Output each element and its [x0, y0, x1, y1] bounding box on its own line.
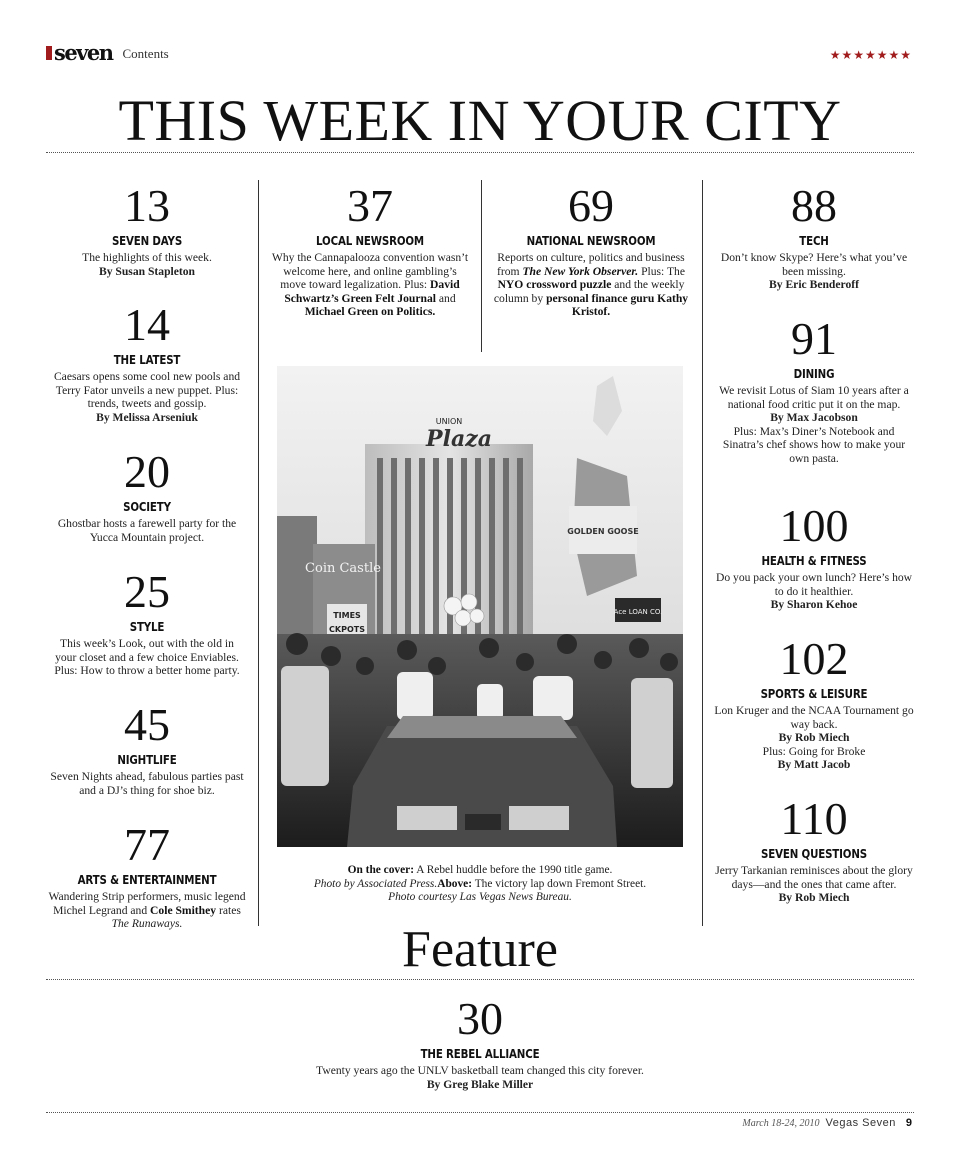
description-bold: David Schwartz’s Green Felt Journal — [284, 278, 460, 305]
marquee-line-2: CKPOTS — [329, 625, 365, 634]
page-number: 25 — [124, 566, 170, 617]
page-number: 13 — [124, 180, 170, 231]
toc-entry-sports-leisure[interactable] — [714, 633, 914, 772]
brand-bar — [46, 46, 52, 60]
toc-entry-national-newsroom[interactable] — [490, 180, 692, 319]
section-title: THE REBEL ALLIANCE — [420, 1046, 540, 1061]
section-title: SEVEN QUESTIONS — [761, 846, 867, 861]
byline: By Greg Blake Miller — [426, 1077, 534, 1091]
description-text: Do you pack your own lunch? Here’s how to do it healthier. — [715, 571, 913, 598]
footer-divider — [46, 1112, 914, 1113]
page-number: 77 — [124, 819, 170, 870]
toc-entry-society[interactable] — [48, 446, 246, 544]
toc-entry-nightlife[interactable] — [48, 699, 246, 797]
car-windshield — [387, 716, 577, 738]
toc-entry-the-latest[interactable] — [48, 299, 246, 424]
section-title: SEVEN DAYS — [111, 233, 183, 248]
column-divider-right — [702, 180, 703, 926]
toc-entry-style[interactable] — [48, 566, 246, 678]
car-grille — [465, 814, 501, 830]
star-rating-decoration: ★★★★★★★ — [829, 48, 912, 62]
description-plus: Plus: The — [641, 264, 685, 278]
brand-header — [46, 42, 169, 64]
caption-text: A Rebel huddle before the 1990 title game. — [416, 864, 613, 876]
description-text: Twenty years ago the UNLV basketball team changed this city forever. — [316, 1064, 644, 1077]
toc-entry-health-fitness[interactable] — [714, 500, 914, 612]
photo-illustration — [277, 366, 683, 847]
description-text: Don’t know Skype? Here’s what you’ve been missing. — [720, 251, 908, 278]
section-title: SPORTS & LEISURE — [760, 686, 868, 701]
marquee-line-1: TIMES — [333, 611, 361, 620]
description-and: and — [438, 291, 456, 305]
byline: By Rob Miech — [778, 731, 850, 744]
section-title: THE LATEST — [113, 352, 181, 367]
description-italic: The Runaways. — [111, 917, 183, 930]
page-title: THIS WEEK IN YOUR CITY — [118, 88, 842, 153]
description-bold: NYO crossword puzzle — [497, 278, 612, 291]
toc-entry-tech[interactable] — [714, 180, 914, 292]
page-number: 91 — [791, 313, 837, 364]
description-and: and the weekly column by — [493, 278, 685, 305]
plaza-sign: Plaza — [426, 426, 492, 452]
description-plus: Plus: — [403, 278, 428, 291]
byline: By Susan Stapleton — [98, 264, 195, 278]
column-divider-left — [258, 180, 259, 926]
description-text: Caesars opens some cool new pools and Terry Fator unveils a new puppet. Plus: trends, tweets and gossip. — [53, 370, 241, 410]
section-description — [230, 1064, 730, 1091]
section-title: NATIONAL NEWSROOM — [526, 233, 656, 248]
section-description — [714, 384, 914, 465]
section-description — [270, 251, 470, 319]
description-text: Reports on culture, politics and business from — [497, 251, 685, 278]
section-description: Ghostbar hosts a farewell party for the Yucca Mountain project. — [57, 517, 237, 544]
byline: By Sharon Kehoe — [770, 598, 858, 611]
page-number: 102 — [779, 633, 849, 684]
description-text: Why the Cannapalooza convention wasn’t welcome here, and online gambling’s move toward legalization. — [271, 251, 469, 291]
description-bold: personal finance guru Kathy Kristof. — [546, 291, 689, 318]
section-title: NIGHTLIFE — [117, 752, 177, 767]
byline: By Max Jacobson — [770, 411, 858, 424]
photo-credit: Photo courtesy Las Vegas News Bureau. — [388, 891, 572, 904]
issue-date: March 18-24, 2010 — [742, 1118, 820, 1129]
caption-lead: On the cover: — [347, 864, 415, 876]
description-text: Lon Kruger and the NCAA Tournament go way back. — [714, 704, 914, 731]
photo-caption — [290, 864, 670, 905]
car-headlight-left — [397, 806, 457, 830]
section-description: This week’s Look, out with the old in your closet and a few choice Enviables. Plus: How to throw a better home party. — [54, 637, 240, 677]
magazine-name: Vegas Seven — [825, 1117, 896, 1129]
page-number: 37 — [347, 180, 393, 231]
byline: By Melissa Arseniuk — [96, 410, 198, 424]
section-title: HEALTH & FITNESS — [761, 553, 867, 568]
byline: By Eric Benderoff — [769, 278, 859, 291]
toc-entry-dining[interactable] — [714, 313, 914, 465]
section-title: DINING — [793, 366, 835, 381]
caption-text: The victory lap down Fremont Street. — [474, 877, 647, 890]
section-title: SOCIETY — [123, 499, 171, 514]
union-sign: UNION — [435, 417, 463, 426]
description-extra: Plus: Going for Broke — [762, 744, 866, 758]
section-description: Seven Nights ahead, fabulous parties past and a DJ’s thing for shoe biz. — [50, 770, 244, 797]
page-number: 45 — [124, 699, 170, 750]
section-title: STYLE — [129, 619, 165, 634]
coin-castle-sign: Coin Castle — [305, 561, 381, 576]
section-title: TECH — [799, 233, 829, 248]
golden-goose-text: GOLDEN GOOSE — [567, 527, 639, 536]
page-number: 100 — [779, 500, 849, 551]
column-divider-center — [481, 180, 482, 352]
folio-page-number: 9 — [905, 1117, 912, 1129]
description-text-end: rates — [218, 903, 241, 917]
brand-logo: seven — [54, 40, 113, 65]
description-text: We revisit Lotus of Siam 10 years after a national food critic put it on the map. — [719, 384, 909, 411]
page-number: 88 — [791, 180, 837, 231]
section-description — [714, 704, 914, 772]
byline: By Rob Miech — [778, 891, 850, 904]
section-description — [714, 571, 914, 612]
description-text: The highlights of this week. — [82, 251, 212, 264]
toc-entry-seven-days[interactable] — [48, 180, 246, 278]
caption-lead: Above: — [437, 877, 473, 890]
feature-heading: Feature — [402, 921, 558, 978]
description-bold: Michael Green on Politics. — [304, 305, 436, 318]
description-bold: Cole Smithey — [150, 903, 217, 917]
cover-photo — [277, 366, 683, 847]
section-description — [490, 251, 692, 319]
section-label: Contents — [122, 46, 169, 61]
section-title: ARTS & ENTERTAINMENT — [77, 872, 217, 887]
toc-entry-arts-entertainment[interactable] — [48, 819, 246, 931]
description-text: Wandering Strip performers, music legend Michel Legrand and — [48, 890, 246, 917]
toc-entry-feature[interactable] — [230, 993, 730, 1091]
toc-entry-local-newsroom[interactable] — [270, 180, 470, 319]
description-extra: Plus: Max’s Diner’s Notebook and Sinatra’s chef shows how to make your own pasta. — [722, 424, 906, 465]
page-number: 110 — [780, 793, 848, 844]
section-description — [714, 864, 914, 905]
section-title: LOCAL NEWSROOM — [316, 233, 424, 248]
section-description — [48, 251, 246, 278]
description-text: Jerry Tarkanian reminisces about the glory days—and the ones that came after. — [715, 864, 913, 891]
page-number: 30 — [457, 993, 503, 1044]
title-divider — [46, 152, 914, 153]
page-number: 14 — [124, 299, 170, 350]
ace-loan-text: Ace LOAN CO. — [613, 608, 663, 616]
section-description — [714, 251, 914, 292]
section-description — [48, 370, 246, 424]
toc-entry-seven-questions[interactable] — [714, 793, 914, 905]
page-number: 20 — [124, 446, 170, 497]
car-headlight-right — [509, 806, 569, 830]
page-number: 69 — [568, 180, 614, 231]
photo-credit: Photo by Associated Press. — [313, 877, 438, 890]
page-footer — [742, 1117, 912, 1129]
description-italic-bold: The New York Observer. — [522, 264, 639, 278]
byline: By Matt Jacob — [777, 758, 851, 771]
feature-divider — [46, 979, 914, 980]
